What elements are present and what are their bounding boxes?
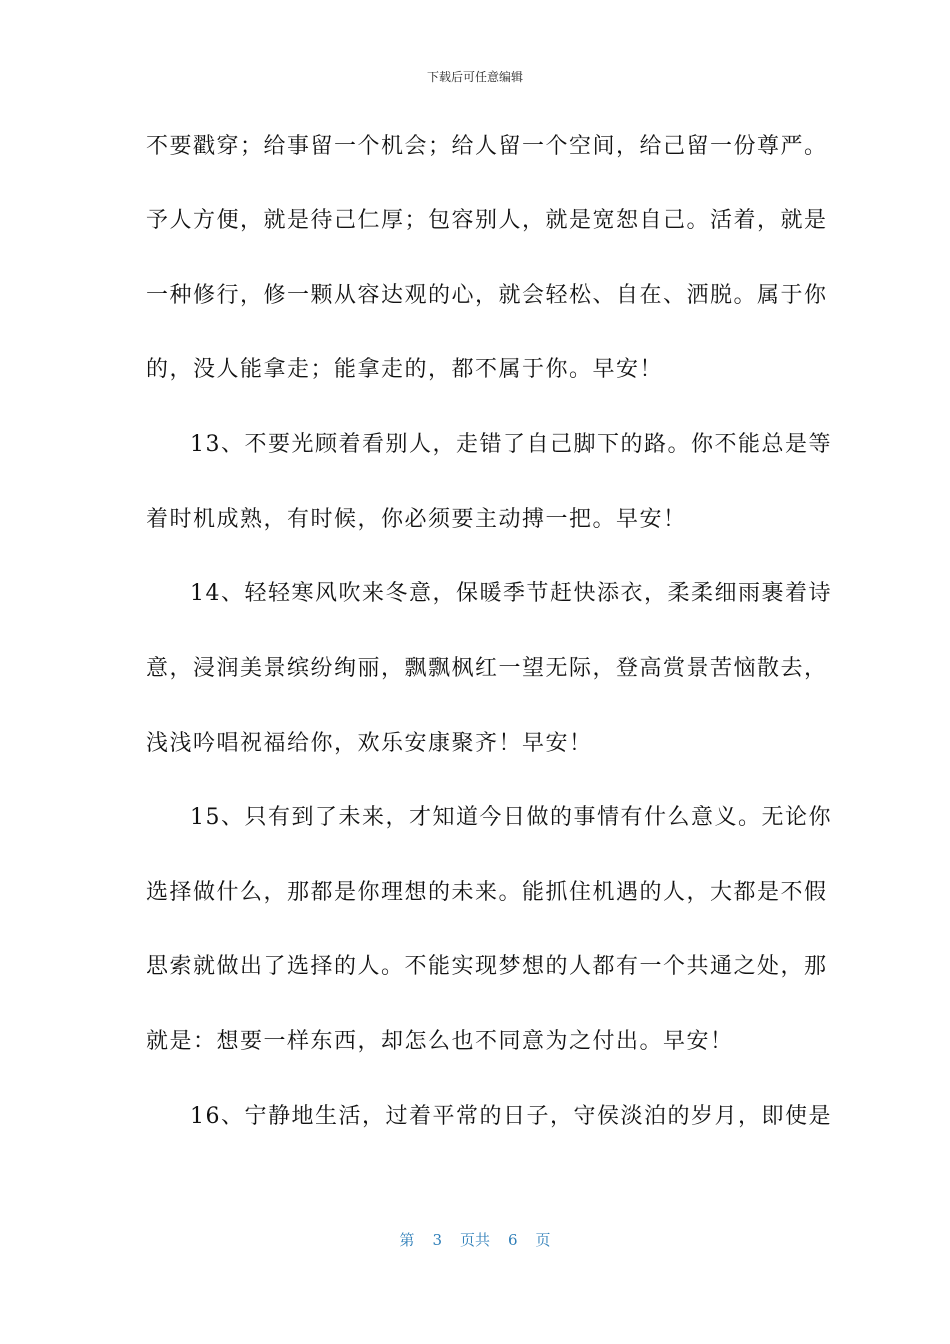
page-end-label: 页 xyxy=(535,1231,551,1249)
text-line: 着时机成熟，有时候，你必须要主动搏一把。早安！ xyxy=(146,507,687,532)
page-total-label: 页共 xyxy=(459,1231,490,1249)
page-label: 第 xyxy=(399,1231,415,1249)
page-header: 下载后可任意编辑 xyxy=(426,70,523,84)
total-pages-number: 6 xyxy=(508,1231,518,1249)
text-line: 浅浅吟唱祝福给你，欢乐安康聚齐！早安！ xyxy=(146,731,593,756)
paragraph-14-start: 14、轻轻寒风吹来冬意，保暖季节赶快添衣，柔柔细雨裹着诗 xyxy=(190,581,832,606)
text-line: 就是：想要一样东西，却怎么也不同意为之付出。早安！ xyxy=(146,1029,734,1054)
text-line: 的，没人能拿走；能拿走的，都不属于你。早安！ xyxy=(146,357,664,382)
page-footer xyxy=(0,1229,950,1250)
text-line: 予人方便，就是待己仁厚；包容别人，就是宽恕自己。活着，就是 xyxy=(146,208,828,233)
paragraph-16-start: 16、宁静地生活，过着平常的日子，守侯淡泊的岁月，即使是 xyxy=(190,1104,832,1129)
paragraph-13-start: 13、不要光顾着看别人，走错了自己脚下的路。你不能总是等 xyxy=(190,432,832,457)
text-line: 意，浸润美景缤纷绚丽，飘飘枫红一望无际，登高赏景苦恼散去， xyxy=(146,656,828,681)
text-line: 一种修行，修一颗从容达观的心，就会轻松、自在、洒脱。属于你 xyxy=(146,283,828,308)
paragraph-15-start: 15、只有到了未来，才知道今日做的事情有什么意义。无论你 xyxy=(190,805,832,830)
text-line: 不要戳穿；给事留一个机会；给人留一个空间，给己留一份尊严。 xyxy=(146,134,828,159)
current-page-number: 3 xyxy=(432,1231,442,1249)
text-line: 思索就做出了选择的人。不能实现梦想的人都有一个共通之处，那 xyxy=(146,954,828,979)
text-line: 选择做什么，那都是你理想的未来。能抓住机遇的人，大都是不假 xyxy=(146,880,828,905)
